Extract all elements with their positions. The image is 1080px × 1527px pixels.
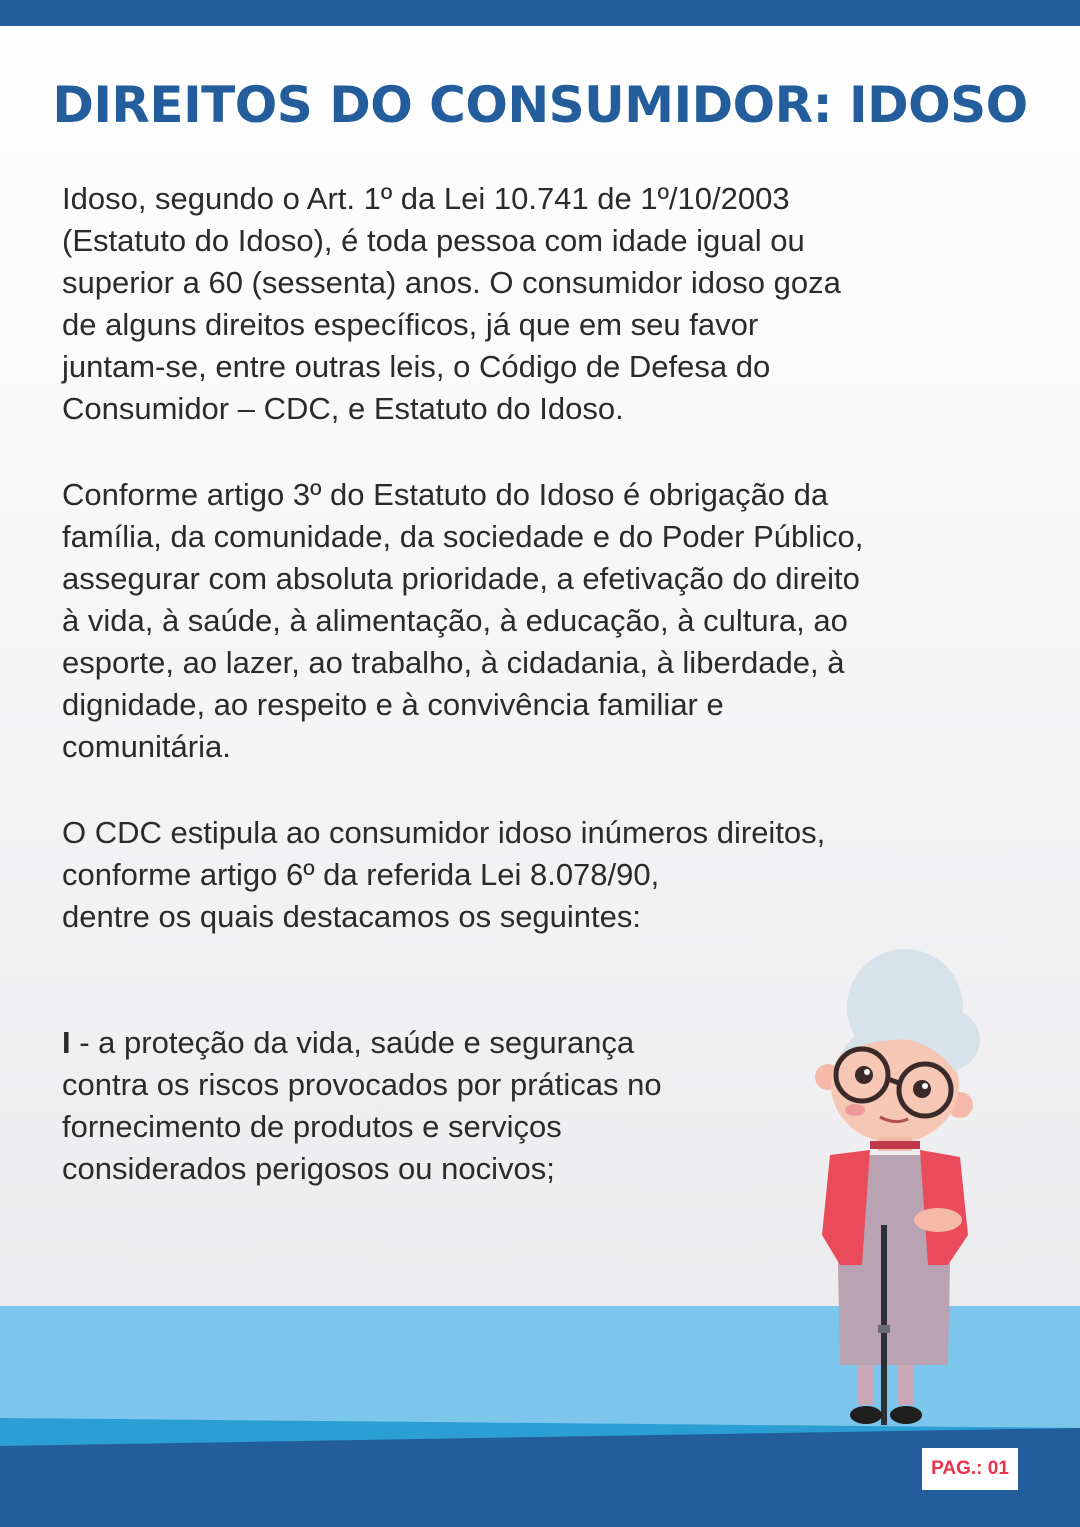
list-item-number: I — [62, 1025, 71, 1060]
paragraph-estatuto-artigo-3: Conforme artigo 3º do Estatuto do Idoso é obrigação da família, da comunidade, da sociedade e do Poder Público, assegurar com absoluta prioridade, a efetivação do direito à vida, à saúde, à alimentação, à educação, à cultura, ao esporte, ao lazer, ao trabalho, à cidadania, à liberdade, à dignidade, ao respeito e à convivência familiar e comunitária. — [62, 477, 864, 764]
page-number-label: PAG.: 01 — [922, 1448, 1018, 1490]
elderly-woman-illustration — [800, 945, 1000, 1435]
paragraph-cdc-direitos: O CDC estipula ao consumidor idoso inúmeros direitos, conforme artigo 6º da referida Lei 8.078/90, dentre os quais destacamos os seguintes: — [62, 815, 826, 934]
list-item-right-1 — [62, 1022, 782, 1190]
top-bar — [0, 0, 1080, 26]
list-item-text: - a proteção da vida, saúde e segurança contra os riscos provocados por práticas no fornecimento de produtos e serviços considerados perigosos ou nocivos; — [62, 1025, 662, 1186]
paragraph-idoso-definition: Idoso, segundo o Art. 1º da Lei 10.741 de 1º/10/2003 (Estatuto do Idoso), é toda pessoa com idade igual ou superior a 60 (sessenta) anos. O consumidor idoso goza de alguns direitos específicos, já que em seu favor juntam-se, entre outras leis, o Código de Defesa do Consumidor – CDC, e Estatuto do Idoso. — [62, 181, 841, 426]
page-title: DIREITOS DO CONSUMIDOR: IDOSO — [52, 76, 1028, 134]
